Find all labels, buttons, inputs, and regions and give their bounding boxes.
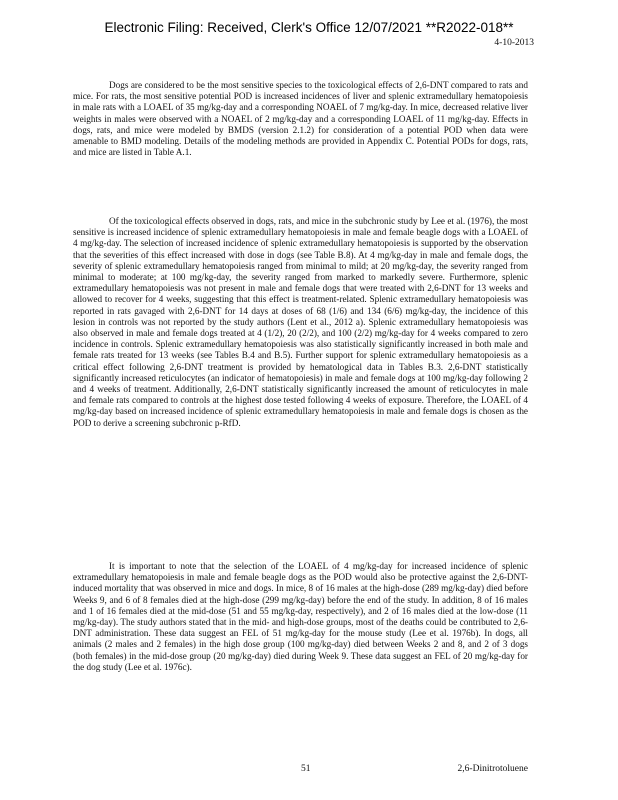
document-label: 2,6-Dinitrotoluene xyxy=(457,764,528,774)
filing-stamp: Electronic Filing: Received, Clerk's Office 12/07/2021 **R2022-018** xyxy=(104,20,514,35)
paragraph-mortality-note: It is important to note that the selection of the LOAEL of 4 mg/kg-day for increased incidence of splenic extramedullary hematopoiesis in male and female beagle dogs as the POD would also be protective against the 2,6-DNT-induced mortality that was observed in mice and dogs. In mice, 8 of 16 males at the high-dose (289 mg/kg-day) died before Weeks 9, and 6 of 8 females died at the high-dose (299 mg/kg-day) before the end of the study. In addition, 8 of 16 males and 1 of 16 females died at the mid-dose (51 and 55 mg/kg-day, respectively), and 2 of 16 males died at the low-dose (11 mg/kg-day). The study authors stated that in the mid- and high-dose groups, most of the deaths could be contributed to 2,6-DNT administration. These data suggest an FEL of 51 mg/kg-day for the mouse study (Lee et al. 1976b). In dogs, all animals (2 males and 2 females) in the high dose group (100 mg/kg-day) died between Weeks 2 and 8, and 2 of 3 dogs (both females) in the mid-dose group (20 mg/kg-day) died during Week 9. These data suggest an FEL of 20 mg/kg-day for the dog study (Lee et al. 1976c). xyxy=(73,561,528,672)
document-date: 4-10-2013 xyxy=(494,38,534,48)
paragraph-toxicological-effects: Of the toxicological effects observed in dogs, rats, and mice in the subchronic study by Lee et al. (1976), the most sensitive is increased incidence of splenic extramedullary hematopoiesis in male and female beagle dogs with a LOAEL of 4 mg/kg-day. The selection of increased incidence of splenic extramedullary hematopoiesis is supported by the observation that the severities of this effect increased with dose in dogs (see Table B.8). At 4 mg/kg-day in male and female dogs, the severity of splenic extramedullary hematopoiesis ranged from minimal to mild; at 20 mg/kg-day, the severity ranged from minimal to moderate; at 100 mg/kg-day, the severity ranged from marked to markedly severe. Furthermore, splenic extramedullary hematopoiesis was not present in male and female dogs that were treated with 2,6-DNT for 13 weeks and allowed to recover for 4 weeks, suggesting that this effect is treatment-related. Splenic extramedullary hematopoiesis was reported in rats gavaged with 2,6-DNT for 14 days at doses of 68 (1/6) and 134 (6/6) mg/kg-day, the incidence of this lesion in controls was not reported by the study authors (Lent et al., 2012 a). Splenic extramedullary hematopoiesis was also observed in male and female dogs treated at 4 (1/2), 20 (2/2), and 100 (2/2) mg/kg-day for 4 weeks compared to zero incidence in controls. Splenic extramedullary hematopoiesis was also statistically significantly increased in both male and female rats treated for 13 weeks (see Tables B.4 and B.5). Further support for splenic extramedullary hematopoiesis as a critical effect following 2,6-DNT treatment is provided by hematological data in Tables B.3. 2,6-DNT statistically significantly increased reticulocytes (an indicator of hematopoiesis) in male and female dogs at 100 mg/kg-day following 2 and 4 weeks of treatment. Additionally, 2,6-DNT statistically significantly increased the amount of reticulocytes in male and female rats compared to controls at the highest dose tested following 4 weeks of exposure. Therefore, the LOAEL of 4 mg/kg-day based on increased incidence of splenic extramedullary hematopoiesis in male and female dogs is chosen as the POD to derive a screening subchronic p-RfD. xyxy=(73,216,528,428)
page-number: 51 xyxy=(301,764,311,774)
paragraph-dogs-sensitivity: Dogs are considered to be the most sensitive species to the toxicological effects of 2,6-DNT compared to rats and mice. For rats, the most sensitive potential POD is increased incidences of liver and splenic extramedullary hematopoiesis in male rats with a LOAEL of 35 mg/kg-day and a corresponding NOAEL of 7 mg/kg-day. In mice, decreased relative liver weights in males were observed with a NOAEL of 2 mg/kg-day and a corresponding LOAEL of 11 mg/kg-day. Effects in dogs, rats, and mice were modeled by BMDS (version 2.1.2) for consideration of a potential POD when data were amenable to BMD modeling. Details of the modeling methods are provided in Appendix C. Potential PODs for dogs, rats, and mice are listed in Table A.1. xyxy=(73,80,528,158)
